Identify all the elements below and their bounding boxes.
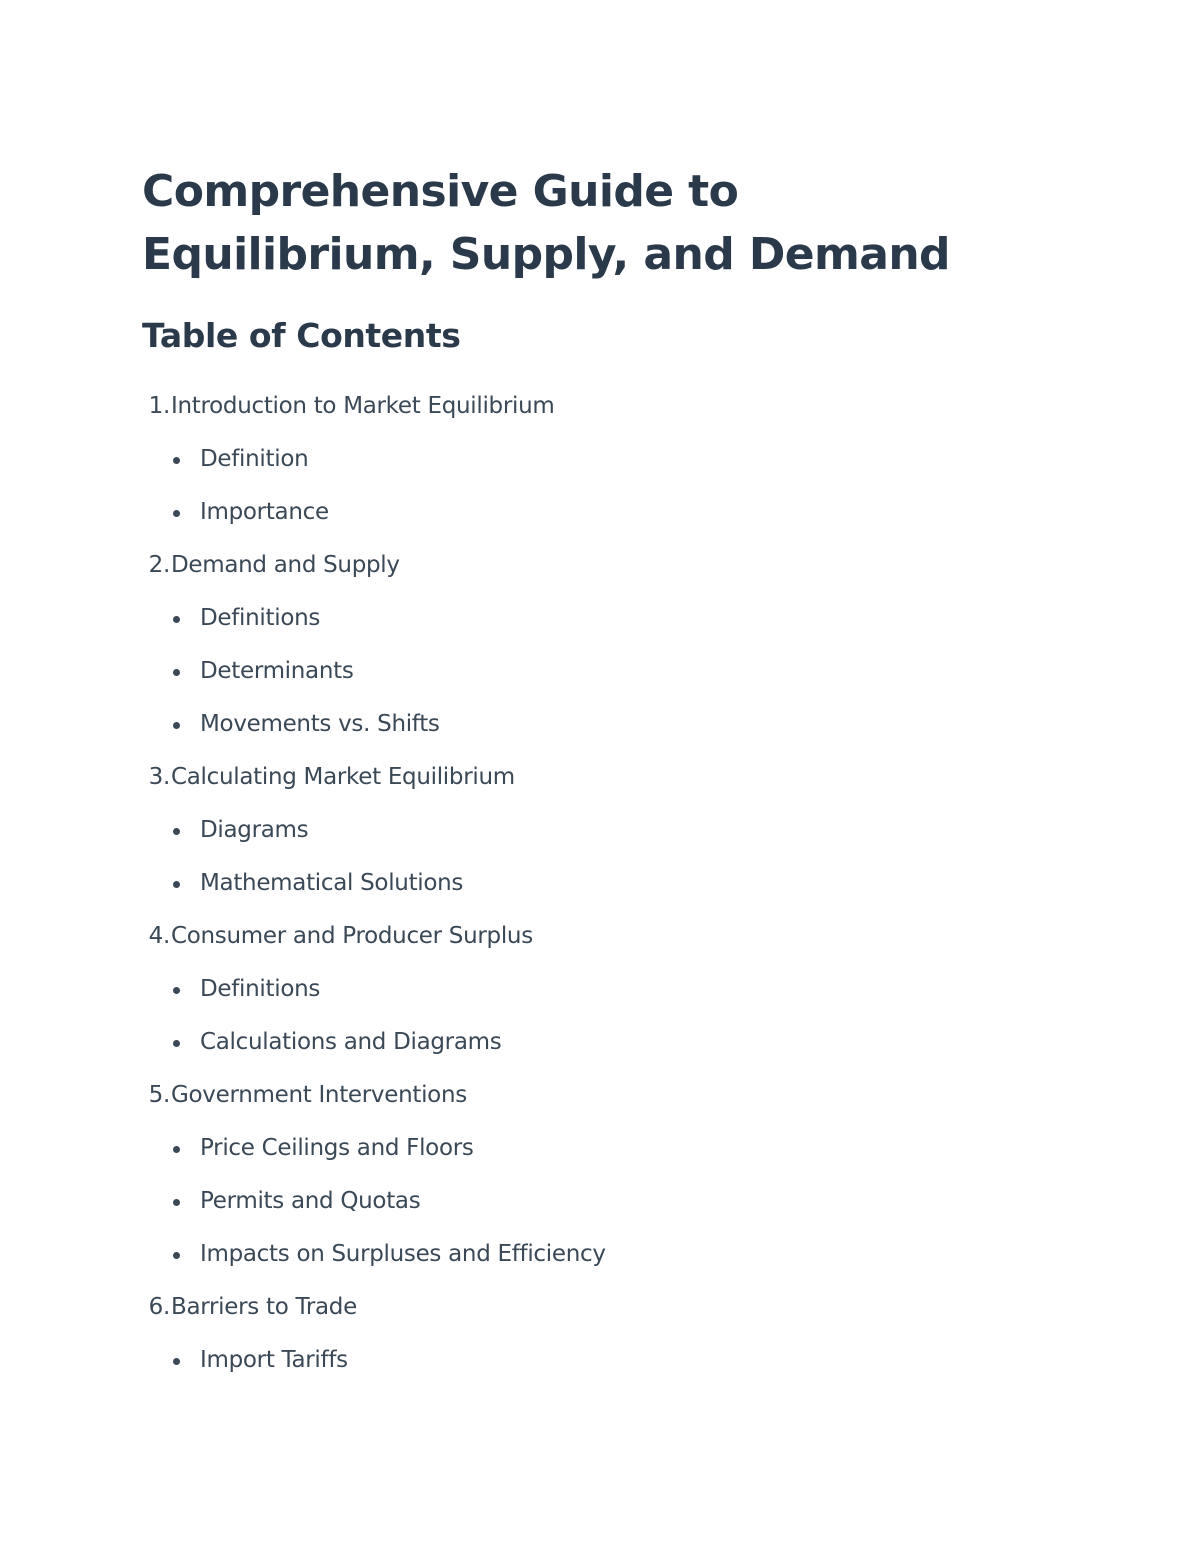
toc-section-number: 1. bbox=[148, 393, 170, 419]
bullet-icon bbox=[173, 1146, 180, 1153]
toc-subsection bbox=[142, 1016, 1042, 1069]
bullet-icon bbox=[173, 1252, 180, 1259]
toc-section-label: Government Interventions bbox=[171, 1082, 467, 1108]
toc-section-label: Introduction to Market Equilibrium bbox=[171, 393, 555, 419]
toc-subsection-label: Diagrams bbox=[200, 817, 309, 843]
bullet-icon bbox=[173, 828, 180, 835]
toc-subsection bbox=[142, 1228, 1042, 1281]
toc-section bbox=[142, 1069, 1042, 1281]
toc-subsection bbox=[142, 804, 1042, 857]
toc-subsection-label: Movements vs. Shifts bbox=[200, 711, 440, 737]
toc-subsection-label: Import Tariffs bbox=[200, 1347, 348, 1373]
toc-subsection bbox=[142, 592, 1042, 645]
toc-section bbox=[142, 539, 1042, 751]
toc-subsection-label: Definitions bbox=[200, 605, 321, 631]
bullet-icon bbox=[173, 881, 180, 888]
document-title: Comprehensive Guide to Equilibrium, Supply, and Demand bbox=[142, 166, 950, 280]
toc-section bbox=[142, 380, 1042, 539]
table-of-contents bbox=[142, 380, 1042, 1387]
toc-section-number: 5. bbox=[148, 1082, 170, 1108]
toc-subsection-list bbox=[142, 963, 1042, 1069]
toc-subsection bbox=[142, 698, 1042, 751]
document-page bbox=[142, 160, 1042, 1387]
toc-section-number: 2. bbox=[148, 552, 170, 578]
toc-subsection bbox=[142, 1122, 1042, 1175]
toc-section bbox=[142, 910, 1042, 1069]
toc-subsection bbox=[142, 857, 1042, 910]
toc-subsection bbox=[142, 963, 1042, 1016]
bullet-icon bbox=[173, 616, 180, 623]
toc-section-row bbox=[142, 539, 1042, 592]
bullet-icon bbox=[173, 669, 180, 676]
toc-subsection-label: Determinants bbox=[200, 658, 354, 684]
toc-subsection-label: Definition bbox=[200, 446, 309, 472]
toc-subsection-label: Definitions bbox=[200, 976, 321, 1002]
toc-section-label: Consumer and Producer Surplus bbox=[171, 923, 533, 949]
toc-section-number: 6. bbox=[148, 1294, 170, 1320]
toc-section-label: Demand and Supply bbox=[171, 552, 400, 578]
bullet-icon bbox=[173, 1040, 180, 1047]
toc-subsection-label: Impacts on Surpluses and Efficiency bbox=[200, 1241, 606, 1267]
toc-section-label: Barriers to Trade bbox=[171, 1294, 357, 1320]
toc-subsection-label: Price Ceilings and Floors bbox=[200, 1135, 474, 1161]
bullet-icon bbox=[173, 510, 180, 517]
toc-subsection-list bbox=[142, 1122, 1042, 1281]
toc-subsection-list bbox=[142, 1334, 1042, 1387]
bullet-icon bbox=[173, 1358, 180, 1365]
toc-section-label: Calculating Market Equilibrium bbox=[171, 764, 515, 790]
toc-subsection-list bbox=[142, 592, 1042, 751]
toc-section bbox=[142, 1281, 1042, 1387]
bullet-icon bbox=[173, 987, 180, 994]
toc-subsection bbox=[142, 645, 1042, 698]
toc-subsection bbox=[142, 1175, 1042, 1228]
bullet-icon bbox=[173, 722, 180, 729]
toc-section-number: 4. bbox=[148, 923, 170, 949]
bullet-icon bbox=[173, 1199, 180, 1206]
toc-section bbox=[142, 751, 1042, 910]
toc-subsection-label: Permits and Quotas bbox=[200, 1188, 421, 1214]
toc-subsection bbox=[142, 486, 1042, 539]
toc-subsection-list bbox=[142, 433, 1042, 539]
toc-heading: Table of Contents bbox=[142, 316, 461, 355]
bullet-icon bbox=[173, 457, 180, 464]
toc-subsection-label: Mathematical Solutions bbox=[200, 870, 464, 896]
toc-subsection-label: Calculations and Diagrams bbox=[200, 1029, 502, 1055]
toc-section-row bbox=[142, 1069, 1042, 1122]
toc-section-row bbox=[142, 380, 1042, 433]
toc-section-number: 3. bbox=[148, 764, 170, 790]
toc-subsection-label: Importance bbox=[200, 499, 329, 525]
toc-subsection bbox=[142, 433, 1042, 486]
toc-subsection bbox=[142, 1334, 1042, 1387]
toc-section-row bbox=[142, 751, 1042, 804]
toc-subsection-list bbox=[142, 804, 1042, 910]
toc-section-row bbox=[142, 1281, 1042, 1334]
toc-section-row bbox=[142, 910, 1042, 963]
